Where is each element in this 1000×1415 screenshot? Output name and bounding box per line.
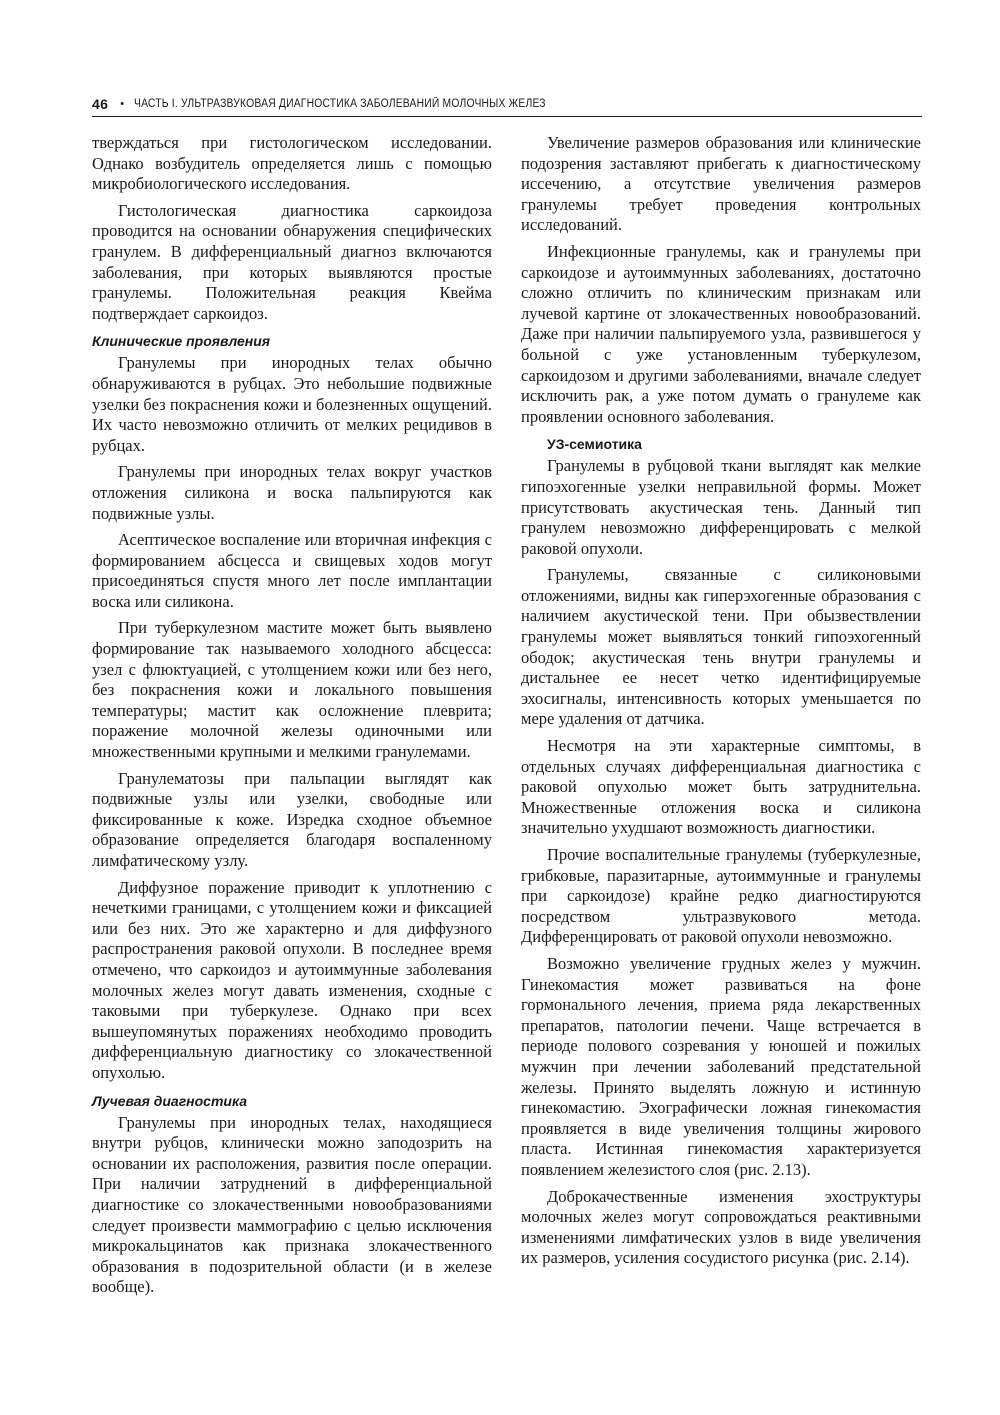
paragraph: При туберкулезном мастите может быть выявлено формирование так называемого холодного абсцесса: узел с флюктуацией, с утолщением кожи или без него, без покраснения кожи и локального повышения температуры; мастит как осложнение плеврита; поражение молочной железы одиночными или множественными крупными и мелкими гранулемами. xyxy=(92,618,492,762)
header-bullet: • xyxy=(120,98,125,110)
paragraph: Гранулемы в рубцовой ткани выглядят как мелкие гипоэхогенные узелки неправильной формы. Может присутствовать акустическая тень. Данный тип гранулем невозможно дифференцировать с мелкой раковой опухоли. xyxy=(521,456,921,558)
section-heading-radiation: Лучевая диагностика xyxy=(92,1092,248,1109)
paragraph: тверждаться при гистологическом исследовании. Однако возбудитель определяется лишь с помощью микробиологического исследования. xyxy=(92,133,492,194)
paragraph: Диффузное поражение приводит к уплотнению с нечеткими границами, с утолщением кожи и фиксацией или без них. Это же характерно и для диффузного распространения раковой опухоли. В последнее время отмечено, что саркоидоз и аутоиммунные заболевания молочных желез могут давать изменения, сходные с таковыми при туберкулезе. Однако при всех вышеупомянутых поражениях необходимо проводить дифференциальную диагностику со злокачественной опухолью. xyxy=(92,877,492,1082)
right-column xyxy=(521,133,921,1275)
paragraph: Гранулематозы при пальпации выглядят как подвижные узлы или узелки, свободные или фиксированные к коже. Изредка сходное объемное образование определяется благодаря воспаленному лимфатическому узлу. xyxy=(92,768,492,870)
paragraph: Асептическое воспаление или вторичная инфекция с формированием абсцесса и свищевых ходов могут присоединяться спустя много лет после имплантации воска или силикона. xyxy=(92,530,492,611)
paragraph: Увеличение размеров образования или клинические подозрения заставляют прибегать к диагностическому иссечению, а отсутствие увеличения размеров гранулемы требует проведения контрольных исследований. xyxy=(521,133,921,235)
paragraph: Гранулемы, связанные с силиконовыми отложениями, видны как гиперэхогенные образования с наличием акустической тени. При обызвествлении гранулемы может выявляться тонкий гипоэхогенный ободок; акустическая тень внутри гранулемы и дистальнее ее несет четко идентифицируемые эхосигналы, интенсивность которых уменьшается по мере удаления от датчика. xyxy=(521,565,921,729)
paragraph: Гранулемы при инородных телах, находящиеся внутри рубцов, клинически можно заподозрить на основании их расположения, развития после операции. При наличии затруднений в дифференциальной диагностике со злокачественными новообразованиями следует произвести маммографию с целью исключения микрокальцинатов как признака злокачественного образования в подозрительной области (и в железе вообще). xyxy=(92,1112,492,1297)
left-column xyxy=(92,133,492,1304)
paragraph: Инфекционные гранулемы, как и гранулемы при саркоидозе и аутоиммунных заболеваниях, достаточно сложно отличить по клиническим признакам или лучевой картине от злокачественных новообразований. Даже при наличии пальпируемого узла, развившегося у больной с уже установленным туберкулезом, саркоидозом и другими заболеваниями, вначале следует исключить рак, а уже потом думать о гранулеме как проявлении основного заболевания. xyxy=(521,241,921,426)
paragraph: Гранулемы при инородных телах вокруг участков отложения силикона и воска пальпируются как подвижные узлы. xyxy=(92,462,492,523)
paragraph: Доброкачественные изменения эхоструктуры молочных желез могут сопровождаться реактивными изменениями лимфатических узлов в виде увеличения их размеров, усиления сосудистого рисунка (рис. 2.14). xyxy=(521,1186,921,1268)
page-number: 46 xyxy=(92,96,109,112)
section-heading-clinical: Клинические проявления xyxy=(92,333,271,350)
paragraph: Гистологическая диагностика саркоидоза проводится на основании обнаружения специфических гранулем. В дифференциальный диагноз включаются заболевания, при которых выявляются простые гранулемы. Положительная реакция Квейма подтверждает саркоидоз. xyxy=(92,200,492,323)
page-header xyxy=(92,92,922,117)
paragraph: Несмотря на эти характерные симптомы, в отдельных случаях дифференциальная диагностика с раковой опухолью может быть затруднительна. Множественные отложения воска и силикона значительно ухудшают возможность диагностики. xyxy=(521,736,921,838)
paragraph: Гранулемы при инородных телах обычно обнаруживаются в рубцах. Это небольшие подвижные узелки без покраснения кожи и болезненных ощущений. Их часто невозможно отличить от мелких рецидивов в рубцах. xyxy=(92,353,492,455)
section-heading-ultrasound: УЗ-семиотика xyxy=(547,436,642,453)
running-title: ЧАСТЬ I. УЛЬТРАЗВУКОВАЯ ДИАГНОСТИКА ЗАБОЛЕВАНИЙ МОЛОЧНЫХ ЖЕЛЕЗ xyxy=(134,98,546,110)
paragraph: Возможно увеличение грудных желез у мужчин. Гинекомастия может развиваться на фоне гормонального лечения, приема ряда лекарственных препаратов, патологии печени. Чаще встречается в периоде полового созревания у юношей и пожилых мужчин при лечении заболеваний предстательной железы. Принято выделять ложную и истинную гинекомастию. Эхографически ложная гинекомастия проявляется в виде увеличения толщины жирового пласта. Истинная гинекомастия характеризуется появлением железистого слоя (рис. 2.13). xyxy=(521,953,921,1179)
paragraph: Прочие воспалительные гранулемы (туберкулезные, грибковые, паразитарные, аутоиммунные и гранулемы при саркоидозе) крайне редко диагностируются посредством ультразвукового метода. Дифференцировать от раковой опухоли невозможно. xyxy=(521,845,921,947)
